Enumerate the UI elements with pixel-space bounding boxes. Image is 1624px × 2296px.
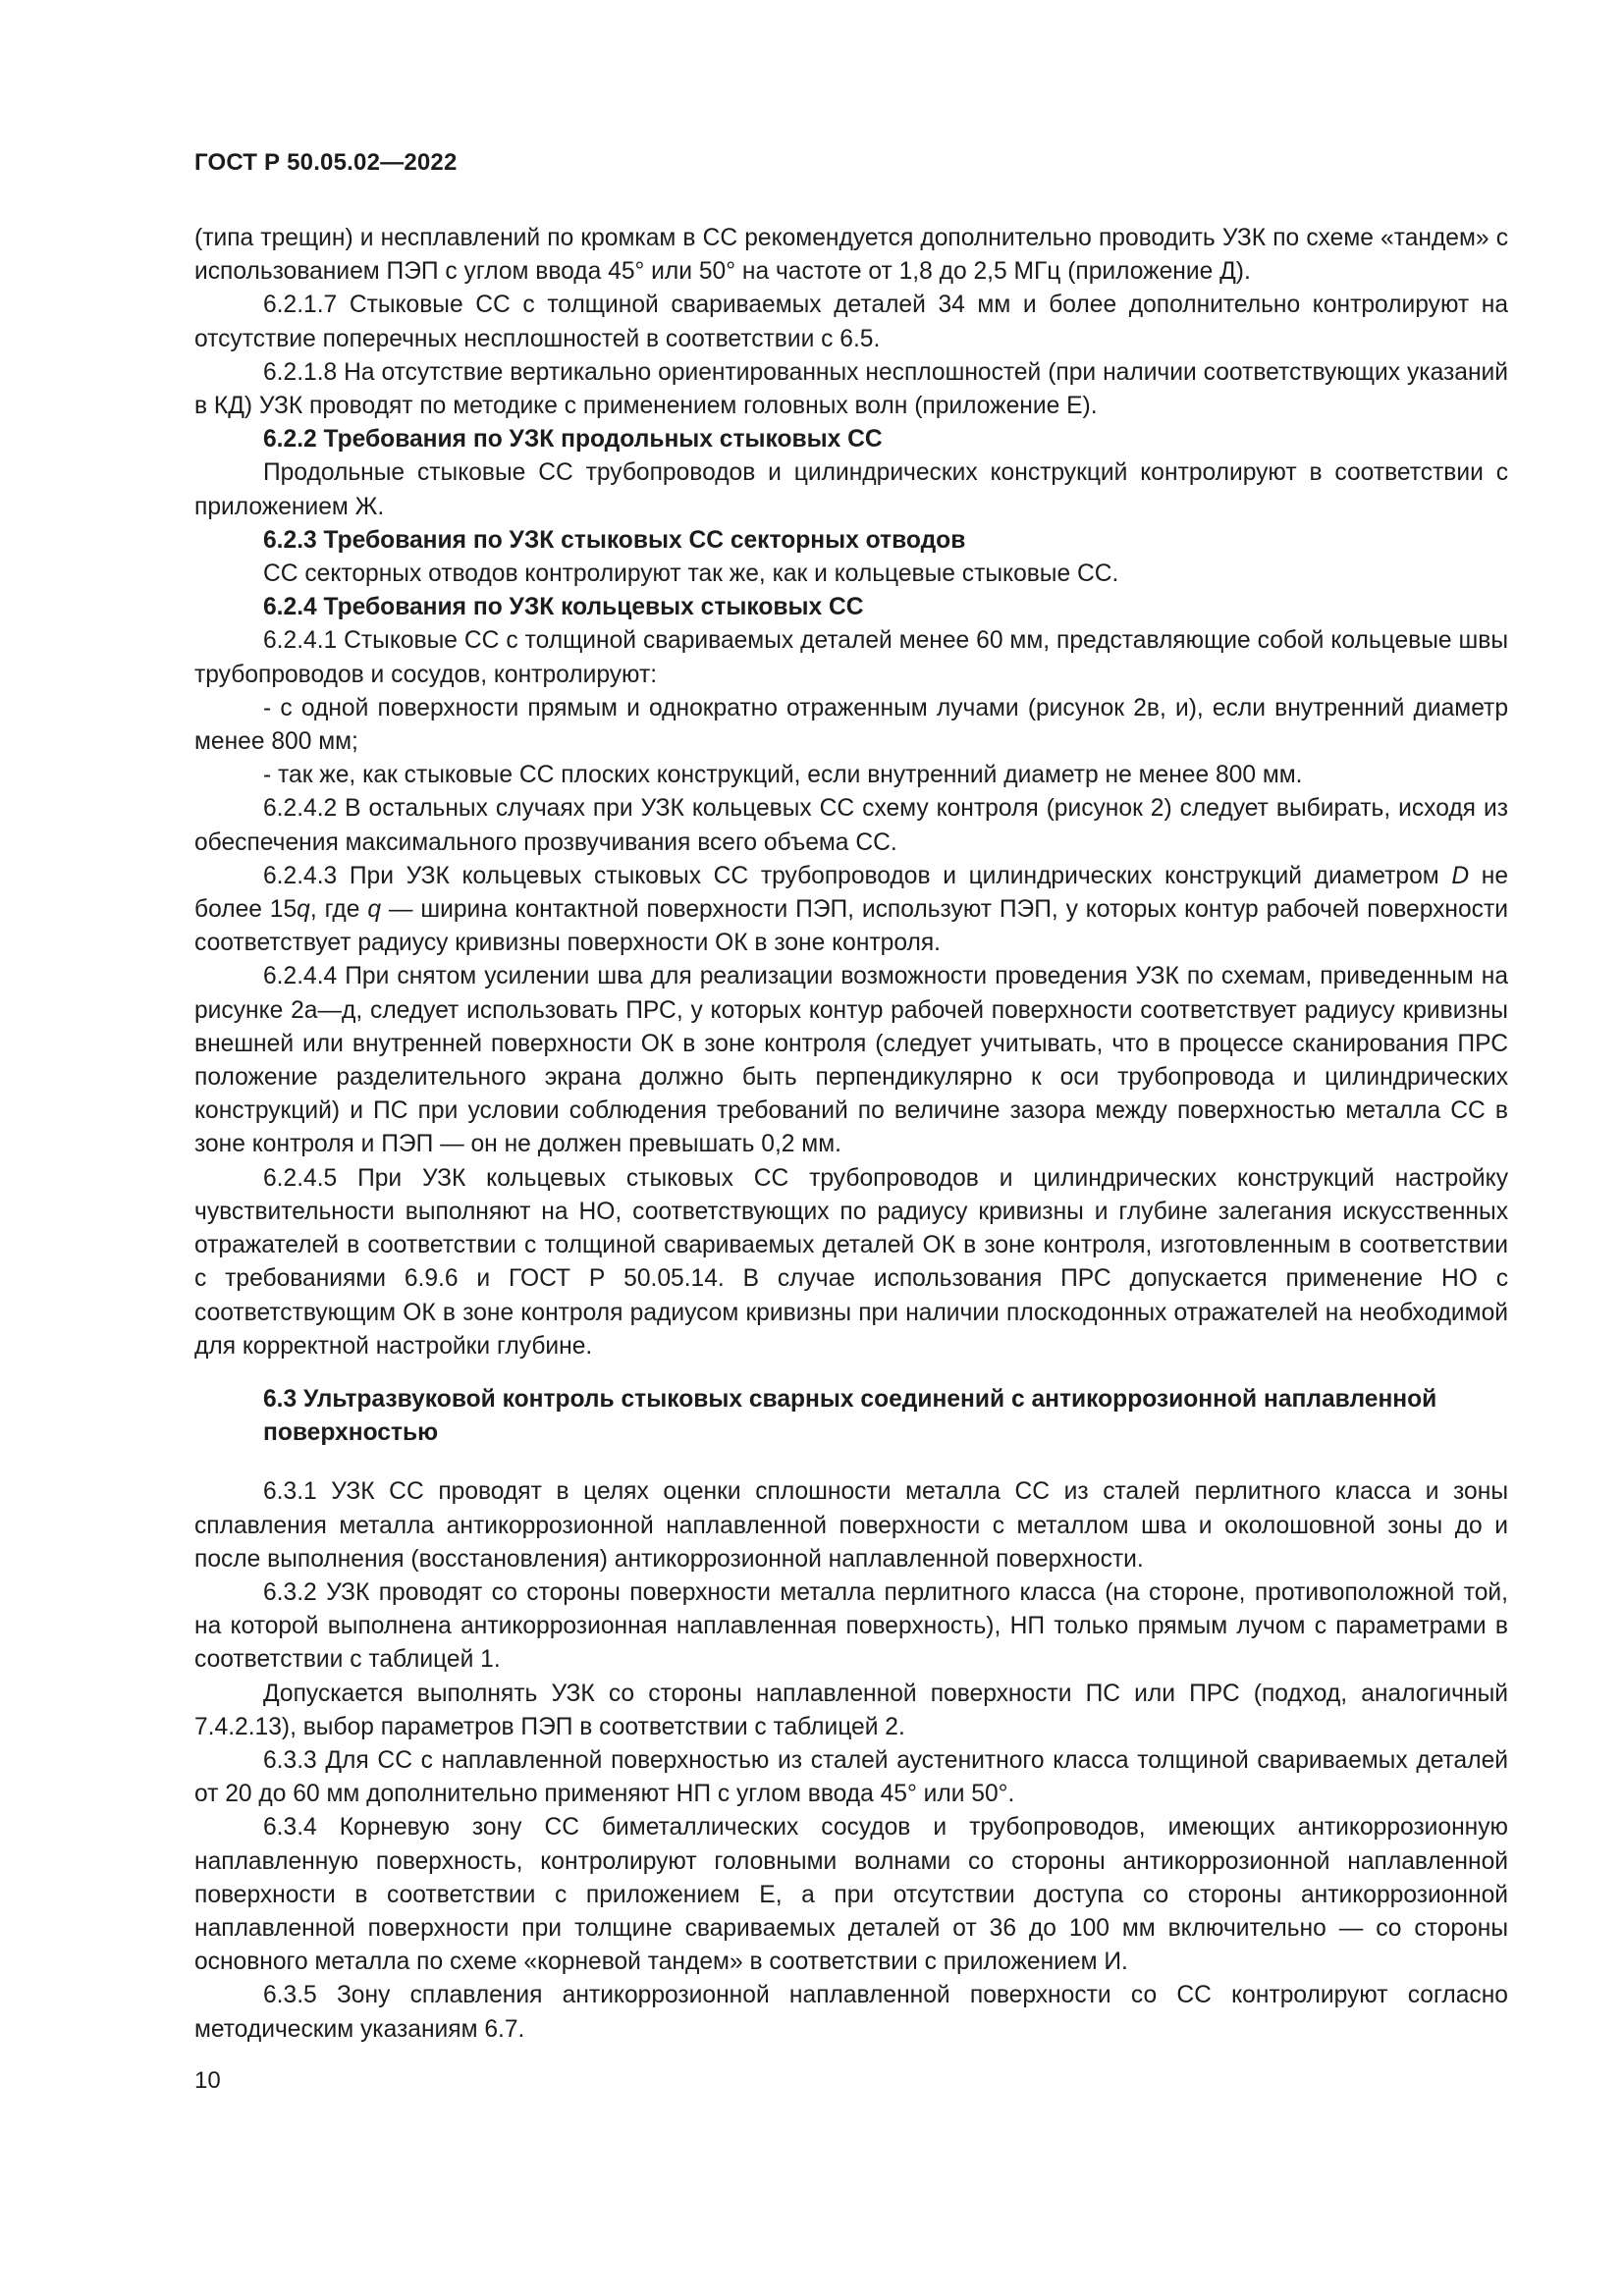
paragraph-6-2-4-3 [194,860,1508,961]
paragraph-6-2-3: СС секторных отводов контролируют так же, как и кольцевые стыковые СС. [263,561,1119,588]
paragraph-continuation: (типа трещин) и несплавлений по кромкам в СС рекомендуется дополнительно проводить УЗК по схеме «тандем» с использованием ПЭП с углом ввода 45° или 50° на частоте от 1,8 до 2,5 МГц (приложение Д). [194,225,1508,286]
paragraph-6-3-2: 6.3.2 УЗК проводят со стороны поверхности металла перлитного класса (на стороне, противоположной той, на которой выполнена антикоррозионная наплавленная поверхность), НП только прямым лучом с параметрами в соответствии с таблицей 1. [194,1578,1508,1674]
variable-D: D [1451,862,1470,889]
paragraph-6-2-4-4: 6.2.4.4 При снятом усилении шва для реализации возможности проведения УЗК по схемам, приведенным на рисунке 2а—д, следует использовать ПРС, у которых контур рабочей поверхности соответствует радиусу кривизны внешней или внутренней поверхности ОК в зоне контроля (следует учитывать, что в процессе сканирования ПРС положение разделительного экрана должно быть перпендикулярно к оси трубопровода и цилиндрических конструкций) и ПС при условии соблюдения требований по величине зазора между поверхностью металла СС в зоне контроля и ПЭП — он не должен превышать 0,2 мм. [194,963,1508,1158]
document-header: ГОСТ Р 50.05.02—2022 [194,149,458,176]
paragraph-6-3-1: 6.3.1 УЗК СС проводят в целях оценки сплошности металла СС из сталей перлитного класса и зоны сплавления металла антикоррозионной наплавленной поверхности с металлом шва и околошовной зоны до и после выполнения (восстановления) антикоррозионной наплавленной поверхности. [194,1478,1508,1573]
paragraph-6-2-4-3-part-d: — ширина контактной поверхности ПЭП, используют ПЭП, у которых контур рабочей поверхности соответствует радиусу кривизны поверхности ОК в зоне контроля. [194,896,1508,957]
variable-q: q [297,896,310,924]
list-item-dash-2: - так же, как стыковые СС плоских конструкций, если внутренний диаметр не менее 800 мм. [263,762,1303,789]
paragraph-6-2-2: Продольные стыковые СС трубопроводов и цилиндрических конструкций контролируют в соответствии с приложением Ж. [194,459,1508,520]
heading-6-2-3: 6.2.3 Требования по УЗК стыковых СС секторных отводов [263,526,966,554]
paragraph-6-2-4-3-part-c: , где [309,896,368,924]
heading-6-2-4: 6.2.4 Требования по УЗК кольцевых стыковых СС [263,594,864,621]
list-item-dash-1: - с одной поверхности прямым и однократно отраженным лучами (рисунок 2в, и), если внутренний диаметр менее 800 мм; [194,694,1508,756]
variable-q: q [367,896,382,924]
paragraph-6-2-4-3-part-a: 6.2.4.3 При УЗК кольцевых стыковых СС трубопроводов и цилиндрических конструкций диаметром [263,862,1452,889]
paragraph-6-3-4: 6.3.4 Корневую зону СС биметаллических сосудов и трубопроводов, имеющих антикоррозионную наплавленную поверхность, контролируют головными волнами со стороны антикоррозионной наплавленной поверхности в соответствии с приложением Е, а при отсутствии доступа со стороны антикоррозионной наплавленной поверхности при толщине свариваемых деталей от 36 до 100 мм включительно — со стороны основного металла по схеме «корневой тандем» в соответствии с приложением И. [194,1814,1508,1976]
paragraph-6-3-3: 6.3.3 Для СС с наплавленной поверхностью из сталей аустенитного класса толщиной свариваемых деталей от 20 до 60 мм дополнительно применяют НП с углом ввода 45° или 50°. [194,1746,1508,1808]
paragraph-6-2-4-2: 6.2.4.2 В остальных случаях при УЗК кольцевых СС схему контроля (рисунок 2) следует выбирать, исходя из обеспечения максимального прозвучивания всего объема СС. [194,795,1508,856]
heading-6-2-2: 6.2.2 Требования по УЗК продольных стыковых СС [263,426,883,454]
paragraph-6-2-4-3-part-b: не более 15 [194,862,1509,924]
paragraph-6-3-2-note: Допускается выполнять УЗК со стороны наплавленной поверхности ПС или ПРС (подход, аналогичный 7.4.2.13), выбор параметров ПЭП в соответствии с таблицей 2. [194,1680,1508,1740]
paragraph-6-3-5: 6.3.5 Зону сплавления антикоррозионной наплавленной поверхности со СС контролируют согласно методическим указаниям 6.7. [194,1982,1508,2043]
document-body [194,222,1508,2047]
paragraph-6-2-4-1: 6.2.4.1 Стыковые СС с толщиной свариваемых деталей менее 60 мм, представляющие собой кольцевые швы трубопроводов и сосудов, контролируют: [194,627,1508,688]
page-number: 10 [194,2067,221,2094]
paragraph-6-2-1-7: 6.2.1.7 Стыковые СС с толщиной свариваемых деталей 34 мм и более дополнительно контролируют на отсутствие поперечных несплошностей в соответствии с 6.5. [194,292,1508,352]
heading-6-3: 6.3 Ультразвуковой контроль стыковых сварных соединений с антикоррозионной наплавленной поверхностью [263,1385,1437,1447]
paragraph-6-2-4-5: 6.2.4.5 При УЗК кольцевых стыковых СС трубопроводов и цилиндрических конструкций настройку чувствительности выполняют на НО, соответствующих по радиусу кривизны и глубине залегания искусственных отражателей в соответствии с толщиной свариваемых деталей ОК в зоне контроля, изготовленным в соответствии с требованиями 6.9.6 и ГОСТ Р 50.05.14. В случае использования ПРС допускается применение НО с соответствующим ОК в зоне контроля радиусом кривизны при наличии плоскодонных отражателей на необходимой для корректной настройки глубине. [194,1164,1508,1360]
paragraph-6-2-1-8: 6.2.1.8 На отсутствие вертикально ориентированных несплошностей (при наличии соответствующих указаний в КД) УЗК проводят по методике с применением головных волн (приложение Е). [194,358,1508,420]
